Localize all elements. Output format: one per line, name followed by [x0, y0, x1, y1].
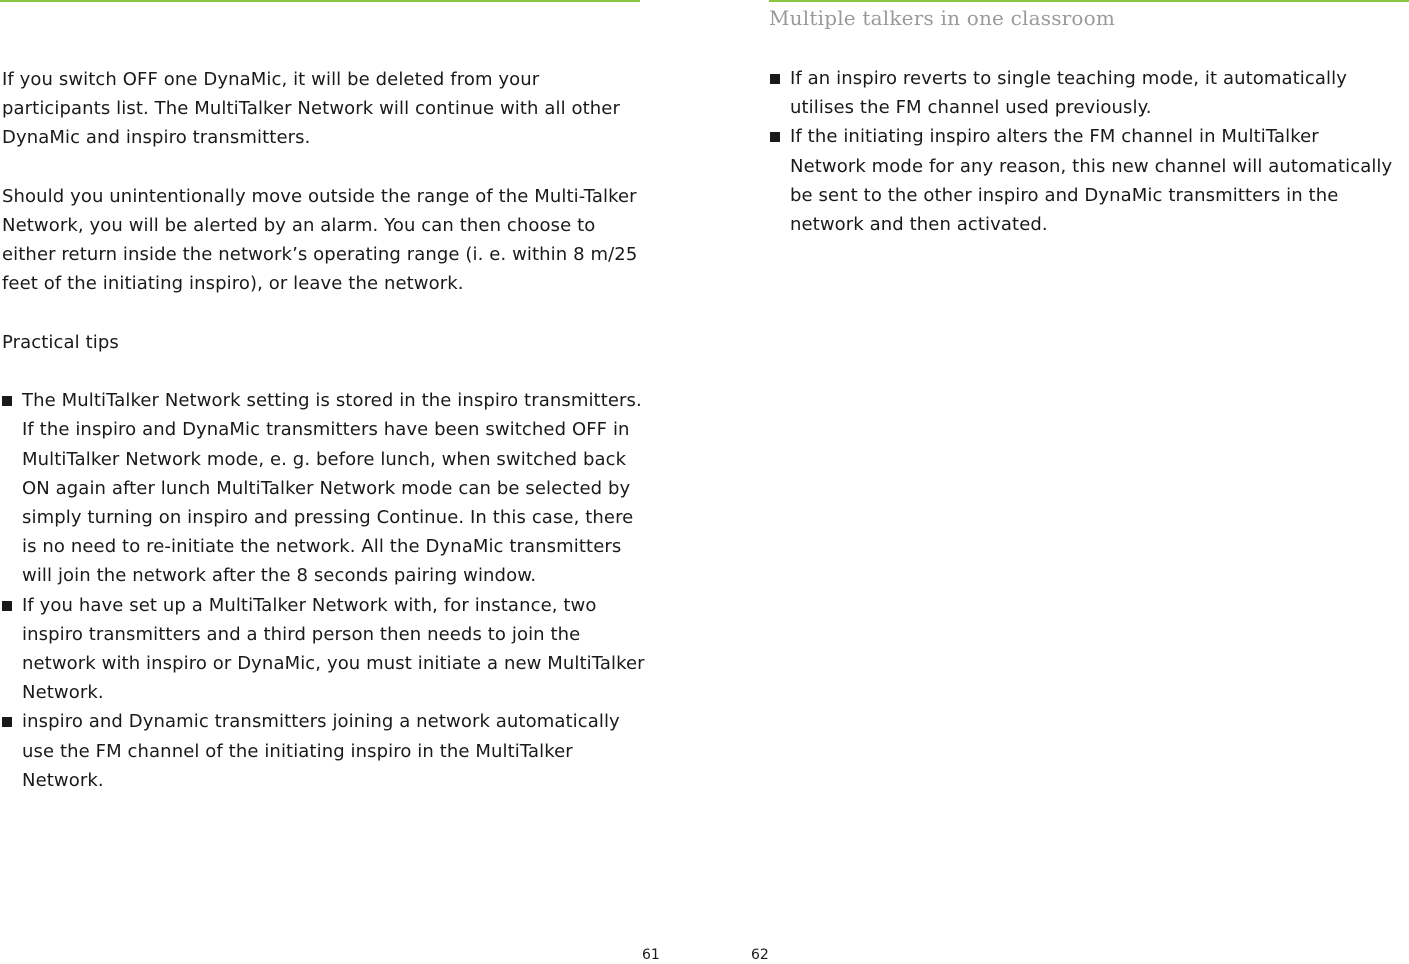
list-item-text: The MultiTalker Network setting is stored in the inspiro transmitters. If the inspiro and DynaMic transmitters have been switched OFF in MultiTalker Network mode, e. g. before lunch, when switched back ON again after lunch MultiTalker Network mode can be selected by simply turning on inspiro and pressing Continue. In this case, there is no need to re-initiate the network. All the DynaMic transmitters will join the network after the 8 seconds pairing window. [22, 390, 642, 587]
square-bullet-icon [2, 601, 12, 611]
right-page-body [770, 64, 1400, 239]
paragraph-switch-off: If you switch OFF one DynaMic, it will be deleted from your participants list. The MultiTalker Network will continue with all other DynaMic and inspiro transmitters. [2, 69, 620, 149]
list-item [2, 707, 650, 795]
section-heading-practical-tips: Practical tips [2, 331, 119, 353]
paragraph-out-of-range: Should you unintentionally move outside the range of the Multi-Talker Network, you will be alerted by an alarm. You can then choose to either return inside the network’s operating range (i. e. within 8 m/25 feet of the initiating inspiro), or leave the network. [2, 185, 638, 295]
practical-tips-list [2, 386, 650, 795]
page-number-left: 61 [642, 947, 660, 963]
list-item [2, 591, 650, 708]
list-item [770, 122, 1400, 239]
top-rule-right [769, 0, 1409, 2]
square-bullet-icon [2, 717, 12, 727]
running-head: Multiple talkers in one classroom [769, 6, 1116, 30]
square-bullet-icon [770, 74, 780, 84]
list-item-text: inspiro and Dynamic transmitters joining a network automatically use the FM channel of the initiating inspiro in the MultiTalker Network. [22, 711, 620, 791]
top-rule-left [0, 0, 640, 2]
list-item-text: If the initiating inspiro alters the FM channel in MultiTalker Network mode for any reason, this new channel will automatically be sent to the other inspiro and DynaMic transmitters in the network and then activated. [790, 126, 1393, 236]
list-item-text: If an inspiro reverts to single teaching mode, it automatically utilises the FM channel used previously. [790, 68, 1347, 119]
left-page-body [2, 65, 650, 795]
list-item-text: If you have set up a MultiTalker Network with, for instance, two inspiro transmitters and a third person then needs to join the network with inspiro or DynaMic, you must initiate a new MultiTalker Network. [22, 594, 645, 704]
right-tips-list [770, 64, 1400, 239]
square-bullet-icon [770, 132, 780, 142]
page-number-right: 62 [751, 947, 769, 963]
list-item [770, 64, 1400, 122]
list-item [2, 386, 650, 590]
square-bullet-icon [2, 396, 12, 406]
